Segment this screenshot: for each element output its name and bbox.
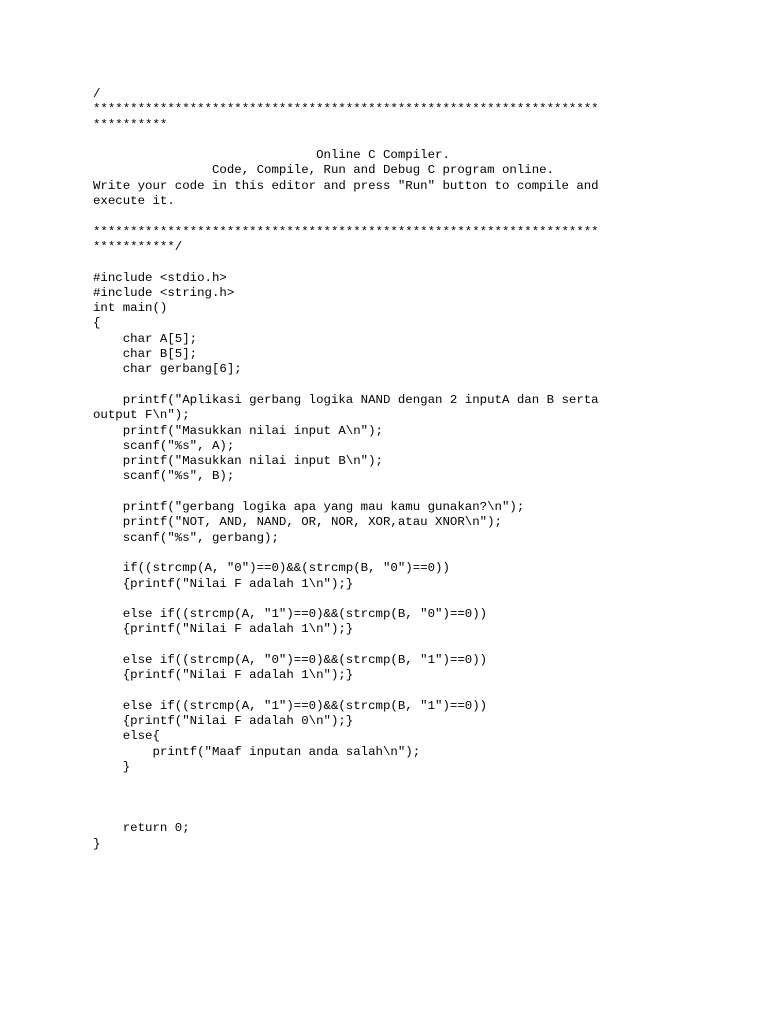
code-line: char gerbang[6]; <box>93 362 242 377</box>
code-line: ******************************************************************** <box>93 224 599 239</box>
code-line <box>93 592 683 607</box>
code-line <box>93 485 683 500</box>
code-line <box>93 638 683 653</box>
code-line: else if((strcmp(A, "1")==0)&&(strcmp(B, "1")==0)) <box>93 698 488 713</box>
code-line: return 0; <box>93 821 190 836</box>
code-line: ********** <box>93 117 168 132</box>
code-line <box>93 133 683 148</box>
code-line: Code, Compile, Run and Debug C program online. <box>93 163 555 178</box>
code-line: { <box>93 316 101 331</box>
code-line: printf("NOT, AND, NAND, OR, NOR, XOR,atau XNOR\n"); <box>93 515 502 530</box>
code-line <box>93 546 683 561</box>
code-line: #include <string.h> <box>93 285 235 300</box>
code-line: printf("Masukkan nilai input A\n"); <box>93 423 383 438</box>
code-line: if((strcmp(A, "0")==0)&&(strcmp(B, "0")==0)) <box>93 561 450 576</box>
code-line: {printf("Nilai F adalah 0\n");} <box>93 714 354 729</box>
code-line: / <box>93 87 101 101</box>
code-line: Online C Compiler. <box>93 148 450 163</box>
code-line: output F\n"); <box>93 408 190 423</box>
code-line: {printf("Nilai F adalah 1\n");} <box>93 668 354 683</box>
code-line <box>93 775 683 790</box>
code-line <box>93 806 683 821</box>
code-line: Write your code in this editor and press "Run" button to compile and <box>93 178 599 193</box>
code-line: {printf("Nilai F adalah 1\n");} <box>93 622 354 637</box>
code-line: scanf("%s", B); <box>93 469 235 484</box>
code-document <box>93 87 683 852</box>
code-line <box>93 378 683 393</box>
code-line <box>93 255 683 270</box>
code-line: {printf("Nilai F adalah 1\n");} <box>93 576 354 591</box>
code-line: execute it. <box>93 194 175 209</box>
code-line: printf("Masukkan nilai input B\n"); <box>93 454 383 469</box>
code-line: else if((strcmp(A, "0")==0)&&(strcmp(B, "1")==0)) <box>93 652 488 667</box>
code-line: printf("Aplikasi gerbang logika NAND dengan 2 inputA dan B serta <box>93 392 599 407</box>
code-line <box>93 684 683 699</box>
code-line: char B[5]; <box>93 347 198 362</box>
code-line <box>93 209 683 224</box>
code-line: else{ <box>93 729 160 744</box>
code-line: int main() <box>93 301 168 316</box>
code-line: char A[5]; <box>93 331 198 346</box>
code-line: printf("Maaf inputan anda salah\n"); <box>93 744 421 759</box>
code-line: scanf("%s", A); <box>93 438 235 453</box>
code-line: #include <stdio.h> <box>93 270 227 285</box>
code-line: ******************************************************************** <box>93 102 599 117</box>
code-line: } <box>93 836 101 851</box>
code-line: } <box>93 760 131 775</box>
code-line: printf("gerbang logika apa yang mau kamu gunakan?\n"); <box>93 500 525 515</box>
code-line <box>93 791 683 806</box>
code-line: ***********/ <box>93 239 183 254</box>
code-line: else if((strcmp(A, "1")==0)&&(strcmp(B, "0")==0)) <box>93 607 488 622</box>
code-line: scanf("%s", gerbang); <box>93 530 279 545</box>
